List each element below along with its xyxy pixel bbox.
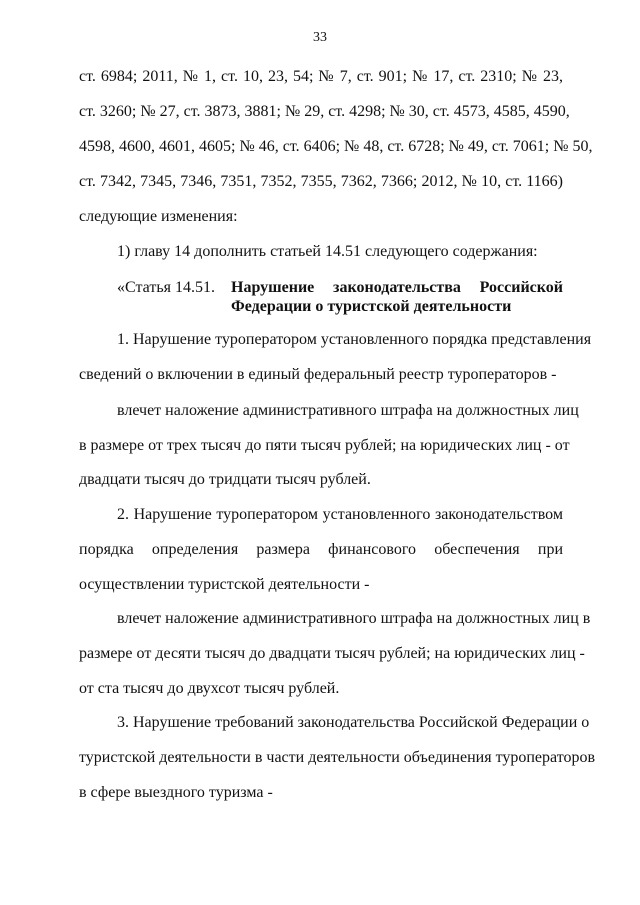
paragraph-1-line: влечет наложение административного штрафа на должностных лиц: [117, 402, 579, 419]
paragraph-1-line: сведений о включении в единый федеральный реестр туроператоров -: [79, 366, 557, 383]
paragraph-2-line: от ста тысяч до двухсот тысяч рублей.: [79, 680, 340, 697]
paragraph-1-line: двадцати тысяч до тридцати тысяч рублей.: [79, 471, 371, 488]
text-line: ст. 7342, 7345, 7346, 7351, 7352, 7355, 7362, 7366; 2012, № 10, ст. 1166): [79, 173, 563, 190]
paragraph-3-line: в сфере выездного туризма -: [79, 784, 273, 801]
paragraph-3-line: туристской деятельности в части деятельности объединения туроператоров: [79, 749, 596, 766]
article-label: «Статья 14.51.: [117, 279, 215, 296]
paragraph-2-line: порядка определения размера финансового обеспечения при: [79, 541, 563, 558]
article-title-continued: Федерации о туристской деятельности: [231, 298, 512, 315]
paragraph-1-line: в размере от трех тысяч до пяти тысяч рублей; на юридических лиц - от: [79, 437, 570, 454]
amendment-item: 1) главу 14 дополнить статьей 14.51 следующего содержания:: [117, 243, 538, 260]
paragraph-2-line: 2. Нарушение туроператором установленного законодательством: [117, 506, 563, 523]
page-number: 33: [313, 30, 327, 45]
paragraph-2-line: влечет наложение административного штрафа на должностных лиц в: [117, 610, 591, 627]
paragraph-2-line: размере от десяти тысяч до двадцати тысяч рублей; на юридических лиц -: [79, 645, 585, 662]
text-line: следующие изменения:: [79, 208, 238, 225]
text-line: ст. 6984; 2011, № 1, ст. 10, 23, 54; № 7, ст. 901; № 17, ст. 2310; № 23,: [79, 68, 563, 85]
article-title: Нарушение законодательства Российской: [231, 279, 563, 296]
paragraph-1-line: 1. Нарушение туроператором установленного порядка представления: [117, 331, 592, 348]
paragraph-3-line: 3. Нарушение требований законодательства Российской Федерации о: [117, 714, 590, 731]
text-line: ст. 3260; № 27, ст. 3873, 3881; № 29, ст. 4298; № 30, ст. 4573, 4585, 4590,: [79, 103, 570, 120]
text-line: 4598, 4600, 4601, 4605; № 46, ст. 6406; № 48, ст. 6728; № 49, ст. 7061; № 50,: [79, 138, 593, 155]
paragraph-2-line: осуществлении туристской деятельности -: [79, 576, 370, 593]
